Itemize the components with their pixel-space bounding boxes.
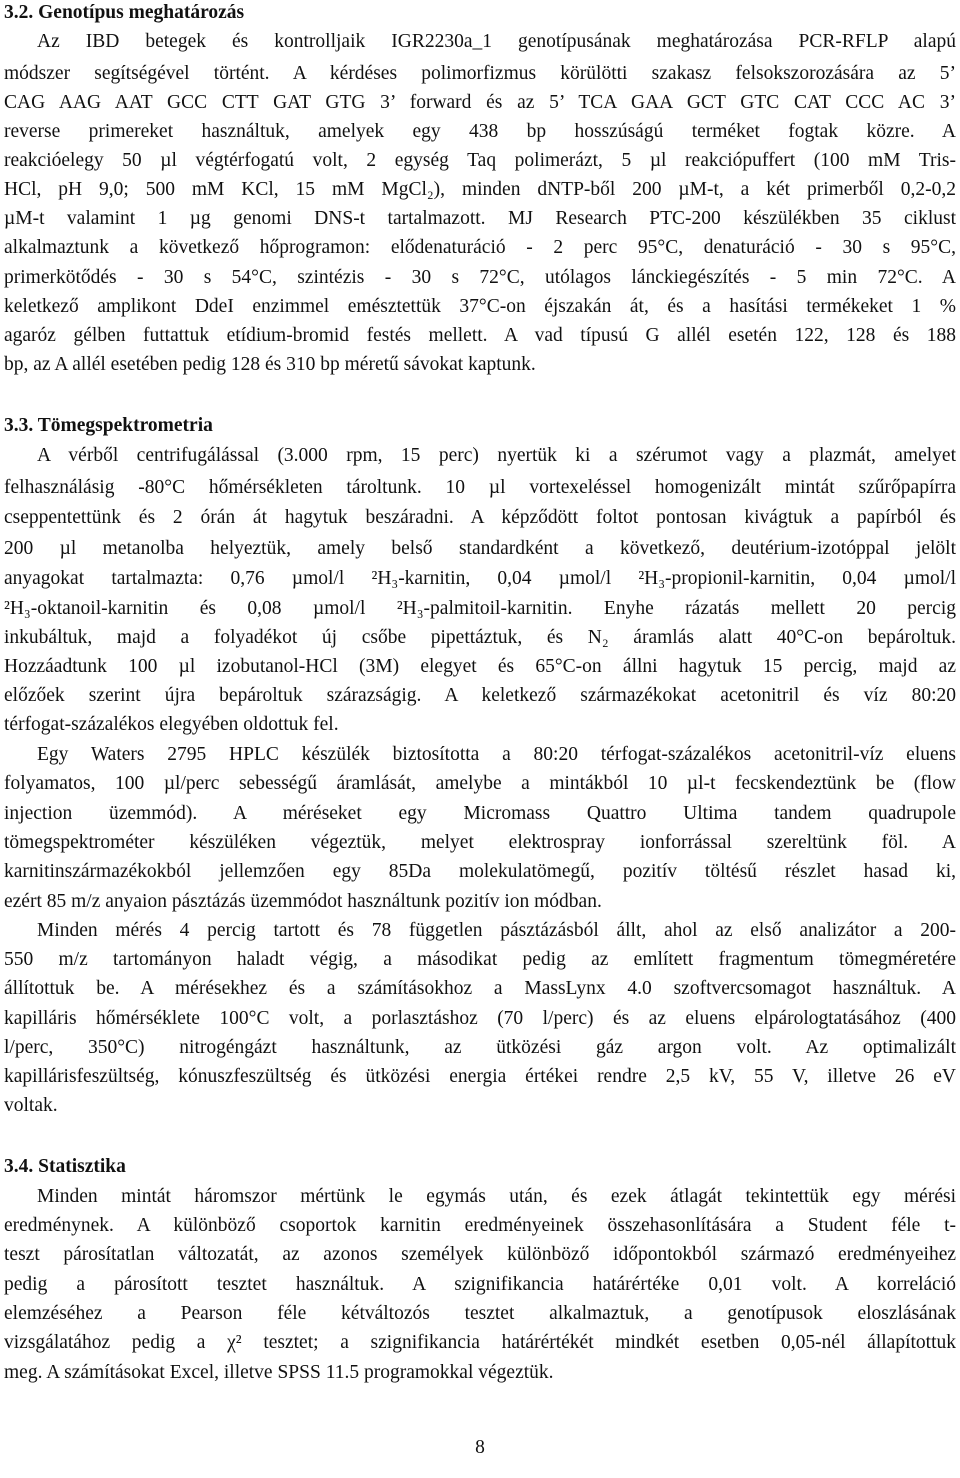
text-line: Minden mintát háromszor mértünk le egymás után, és ezek átlagát tekintettük egy mérési <box>37 1186 956 1207</box>
text-line: CAG AAG AAT GCC CTT GAT GTG 3’ forward és az 5’ TCA GAA GCT GTC CAT CCC AC 3’ <box>4 92 956 113</box>
text-line: állítottuk be. A mérésekhez és a számításokhoz a MassLynx 4.0 szoftvercsomagot használtuk. A <box>4 978 956 999</box>
text-line: előzőek szerint újra bepároltuk szárazságig. A keletkező származékokat acetonitril és víz 80:20 <box>4 685 956 706</box>
text-line: cseppentettünk és 2 órán át hagytuk beszáradni. A képződött foltot pontosan kivágtuk a papírból és <box>4 507 956 528</box>
text-line: teszt párosítatlan változatát, az azonos személyek különböző időpontokból származó eredményeihez <box>4 1244 956 1265</box>
text-line: Az IBD betegek és kontrolljaik IGR2230a_1 genotípusának meghatározása PCR-RFLP alapú <box>37 31 956 52</box>
text-line: meg. A számításokat Excel, illetve SPSS 11.5 programokkal végeztük. <box>4 1362 554 1383</box>
text-line: l/perc, 350°C) nitrogéngázt használtunk, az ütközési gáz argon volt. Az optimalizált <box>4 1037 956 1058</box>
text-line: primerkötődés - 30 s 54°C, szintézis - 30 s 72°C, utólagos lánckiegészítés - 5 min 72°C. A <box>4 267 956 288</box>
text-line: ²H₃-oktanoil-karnitin és 0,08 µmol/l ²H₃-palmitoil-karnitin. Enyhe rázatás mellett 20 percig <box>4 598 956 619</box>
text-line: anyagokat tartalmazta: 0,76 µmol/l ²H₃-karnitin, 0,04 µmol/l ²H₃-propionil-karnitin, 0,04 µmol/l <box>4 568 956 589</box>
text-line: injection üzemmód). A méréseket egy Micromass Quattro Ultima tandem quadrupole <box>4 803 956 824</box>
text-line: ezért 85 m/z anyaion pásztázás üzemmódot használtunk pozitív ion módban. <box>4 891 602 912</box>
text-line: pedig a párosított tesztet használtuk. A szignifikancia határértéke 0,01 volt. A korreláció <box>4 1274 956 1295</box>
text-line: kapillárisfeszültség, kónuszfeszültség és ütközési energia értékei rendre 2,5 kV, 55 V, illetve 26 eV <box>4 1066 956 1087</box>
text-line: Hozzáadtunk 100 µl izobutanol-HCl (3M) elegyet és 65°C-on állni hagytuk 15 percig, majd az <box>4 656 956 677</box>
text-line: módszer segítségével történt. A kérdéses polimorfizmus körülötti szakasz felsokszorozására az 5’ <box>4 63 956 84</box>
text-line: Minden mérés 4 percig tartott és 78 független pásztázásból állt, ahol az első analizátor a 200- <box>37 920 956 941</box>
text-line: inkubáltuk, majd a folyadékot új csőbe pipettáztuk, és N₂ áramlás alatt 40°C-on bepároltuk. <box>4 627 956 648</box>
text-line: karnitinszármazékokból jellemzően egy 85Da molekulatömegű, pozitív töltésű részlet hasad ki, <box>4 861 956 882</box>
text-line: kapilláris hőmérséklete 100°C volt, a porlasztáshoz (70 l/perc) és az eluens elpárologtatásához (400 <box>4 1008 956 1029</box>
text-line: elemzéséhez a Pearson féle kétváltozós tesztet alkalmaztuk, a genotípusok eloszlásának <box>4 1303 956 1324</box>
text-line: folyamatos, 100 µl/perc sebességű áramlását, amelybe a mintákból 10 µl-t fecskendeztünk be (flow <box>4 773 956 794</box>
text-line: voltak. <box>4 1095 58 1116</box>
page-number: 8 <box>475 1437 485 1458</box>
text-line: térfogat-százalékos elegyében oldottuk fel. <box>4 714 339 735</box>
text-line: eredménynek. A különböző csoportok karnitin eredményeinek összehasonlítására a Student féle t- <box>4 1215 956 1236</box>
text-line: A vérből centrifugálással (3.000 rpm, 15 perc) nyertük ki a szérumot vagy a plazmát, amelyet <box>37 445 956 466</box>
section-heading-mass-spectrometry: 3.3. Tömegspektrometria <box>4 415 213 436</box>
text-line: 550 m/z tartományon haladt végig, a másodikat pedig az említett fragmentum tömegméretére <box>4 949 956 970</box>
text-line: agaróz gélben futtattuk etídium-bromid festés mellett. A vad típusú G allél esetén 122, 128 és 188 <box>4 325 956 346</box>
text-line: reakcióelegy 50 µl végtérfogatú volt, 2 egység Taq polimerázt, 5 µl reakciópuffert (100 mM Tris- <box>4 150 956 171</box>
text-line: reverse primereket használtuk, amelyek egy 438 bp hosszúságú terméket fogtak közre. A <box>4 121 956 142</box>
text-line: keletkező amplikont DdeI enzimmel emésztettük 37°C-on éjszakán át, és a hasítási termékeket 1 % <box>4 296 956 317</box>
text-line: HCl, pH 9,0; 500 mM KCl, 15 mM MgCl₂), minden dNTP-ből 200 µM-t, a két primerből 0,2-0,2 <box>4 179 956 200</box>
text-line: felhasználásig -80°C hőmérsékleten tároltunk. 10 µl vortexeléssel homogenizált mintát szűrőpapírra <box>4 477 956 498</box>
text-line: tömegspektrométer készüléken végeztük, melyet elektrospray ionforrással szereltünk föl. A <box>4 832 956 853</box>
text-line: µM-t valamint 1 µg genomi DNS-t tartalmazott. MJ Research PTC-200 készülékben 35 ciklust <box>4 208 956 229</box>
section-heading-genotype: 3.2. Genotípus meghatározás <box>4 2 245 23</box>
text-line: Egy Waters 2795 HPLC készülék biztosította a 80:20 térfogat-százalékos acetonitril-víz eluens <box>37 744 956 765</box>
section-heading-statistics: 3.4. Statisztika <box>4 1156 126 1177</box>
text-line: bp, az A allél esetében pedig 128 és 310 bp méretű sávokat kaptunk. <box>4 354 536 375</box>
text-line: vizsgálatához pedig a χ² tesztet; a szignifikancia határértékét mindkét esetben 0,05-nél állapítottuk <box>4 1332 956 1353</box>
text-line: alkalmaztunk a következő hőprogramon: elődenaturáció - 2 perc 95°C, denaturáció - 30 s 95°C, <box>4 237 956 258</box>
text-line: 200 µl metanolba helyeztük, amely belső standardként a következő, deutérium-izotóppal jelölt <box>4 538 956 559</box>
